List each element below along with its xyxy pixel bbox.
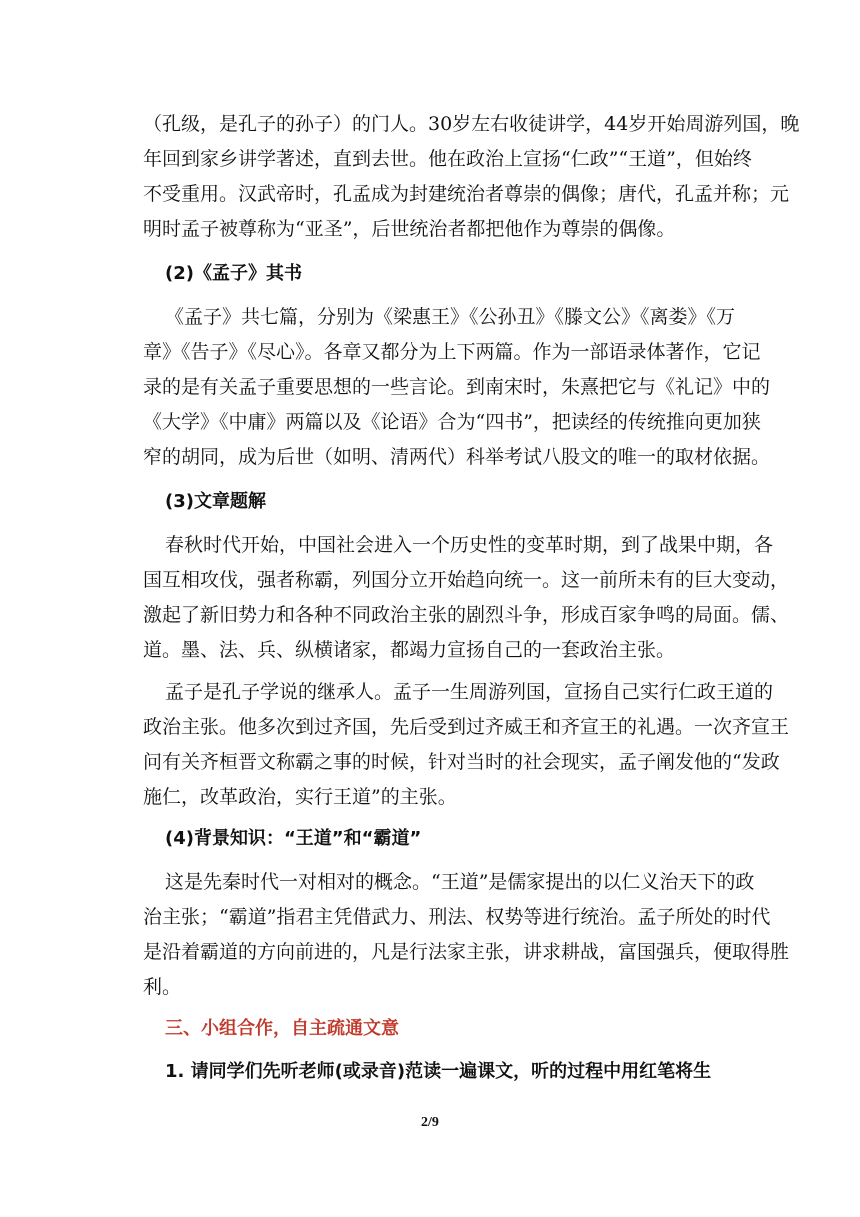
paragraph-4-line-4: 施仁，改革政治，实行王道”的主张。 <box>143 786 457 808</box>
heading-mencius-book: (2)《孟子》其书 <box>165 263 302 284</box>
paragraph-2-line-2: 章》《告子》《尽心》。各章又都分为上下两篇。作为一部语录体著作，它记 <box>143 341 761 363</box>
paragraph-1-line-4: 明时孟子被尊称为“亚圣”，后世统治者都把他作为尊崇的偶像。 <box>143 218 676 240</box>
paragraph-5-line-2: 治主张；“霸道”指君主凭借武力、刑法、权势等进行统治。孟子所处的时代 <box>143 906 771 928</box>
paragraph-3-line-4: 道。墨、法、兵、纵横诸家，都竭力宣扬自己的一套政治主张。 <box>143 639 676 661</box>
paragraph-1-line-3: 不受重用。汉武帝时，孔孟成为封建统治者尊崇的偶像；唐代，孔孟并称；元 <box>143 183 790 205</box>
page-number: 2/9 <box>421 1115 439 1130</box>
paragraph-5-line-4: 利。 <box>143 976 182 998</box>
paragraph-2-line-5: 窄的胡同，成为后世（如明、清两代）科举考试八股文的唯一的取材依据。 <box>143 446 771 468</box>
paragraph-3-line-3: 激起了新旧势力和各种不同政治主张的剧烈斗争，形成百家争鸣的局面。儒、 <box>143 604 790 626</box>
paragraph-2-line-3: 录的是有关孟子重要思想的一些言论。到南宋时，朱熹把它与《礼记》中的 <box>143 376 771 398</box>
paragraph-5-line-1: 这是先秦时代一对相对的概念。“王道”是儒家提出的以仁义治天下的政 <box>165 871 755 893</box>
heading-text-explanation: (3)文章题解 <box>165 491 266 512</box>
paragraph-5-line-3: 是沿着霸道的方向前进的，凡是行法家主张，讲求耕战，富国强兵，便取得胜 <box>143 941 790 963</box>
paragraph-1-line-2: 年回到家乡讲学著述，直到去世。他在政治上宣扬“仁政”“王道”，但始终 <box>143 148 752 170</box>
paragraph-2-line-1: 《孟子》共七篇，分别为《梁惠王》《公孙丑》《滕文公》《离娄》《万 <box>165 306 736 328</box>
heading-background-knowledge: (4)背景知识：“王道”和“霸道” <box>165 828 422 849</box>
item-1-instruction: 1. 请同学们先听老师(或录音)范读一遍课文，听的过程中用红笔将生 <box>165 1061 712 1082</box>
paragraph-3-line-1: 春秋时代开始，中国社会进入一个历史性的变革时期，到了战果中期，各 <box>165 534 774 556</box>
paragraph-4-line-3: 问有关齐桓晋文称霸之事的时候，针对当时的社会现实，孟子阐发他的“发政 <box>143 751 780 773</box>
section-title-group-work: 三、小组合作，自主疏通文意 <box>165 1018 399 1039</box>
paragraph-4-line-1: 孟子是孔子学说的继承人。孟子一生周游列国，宣扬自己实行仁政王道的 <box>165 681 774 703</box>
paragraph-4-line-2: 政治主张。他多次到过齐国，先后受到过齐威王和齐宣王的礼遇。一次齐宣王 <box>143 716 790 738</box>
paragraph-3-line-2: 国互相攻伐，强者称霸，列国分立开始趋向统一。这一前所未有的巨大变动， <box>143 569 790 591</box>
paragraph-2-line-4: 《大学》《中庸》两篇以及《论语》合为“四书”，把读经的传统推向更加狭 <box>143 411 761 433</box>
paragraph-1-line-1: （孔级，是孔子的孙子）的门人。30岁左右收徒讲学，44岁开始周游列国，晚 <box>143 113 800 135</box>
